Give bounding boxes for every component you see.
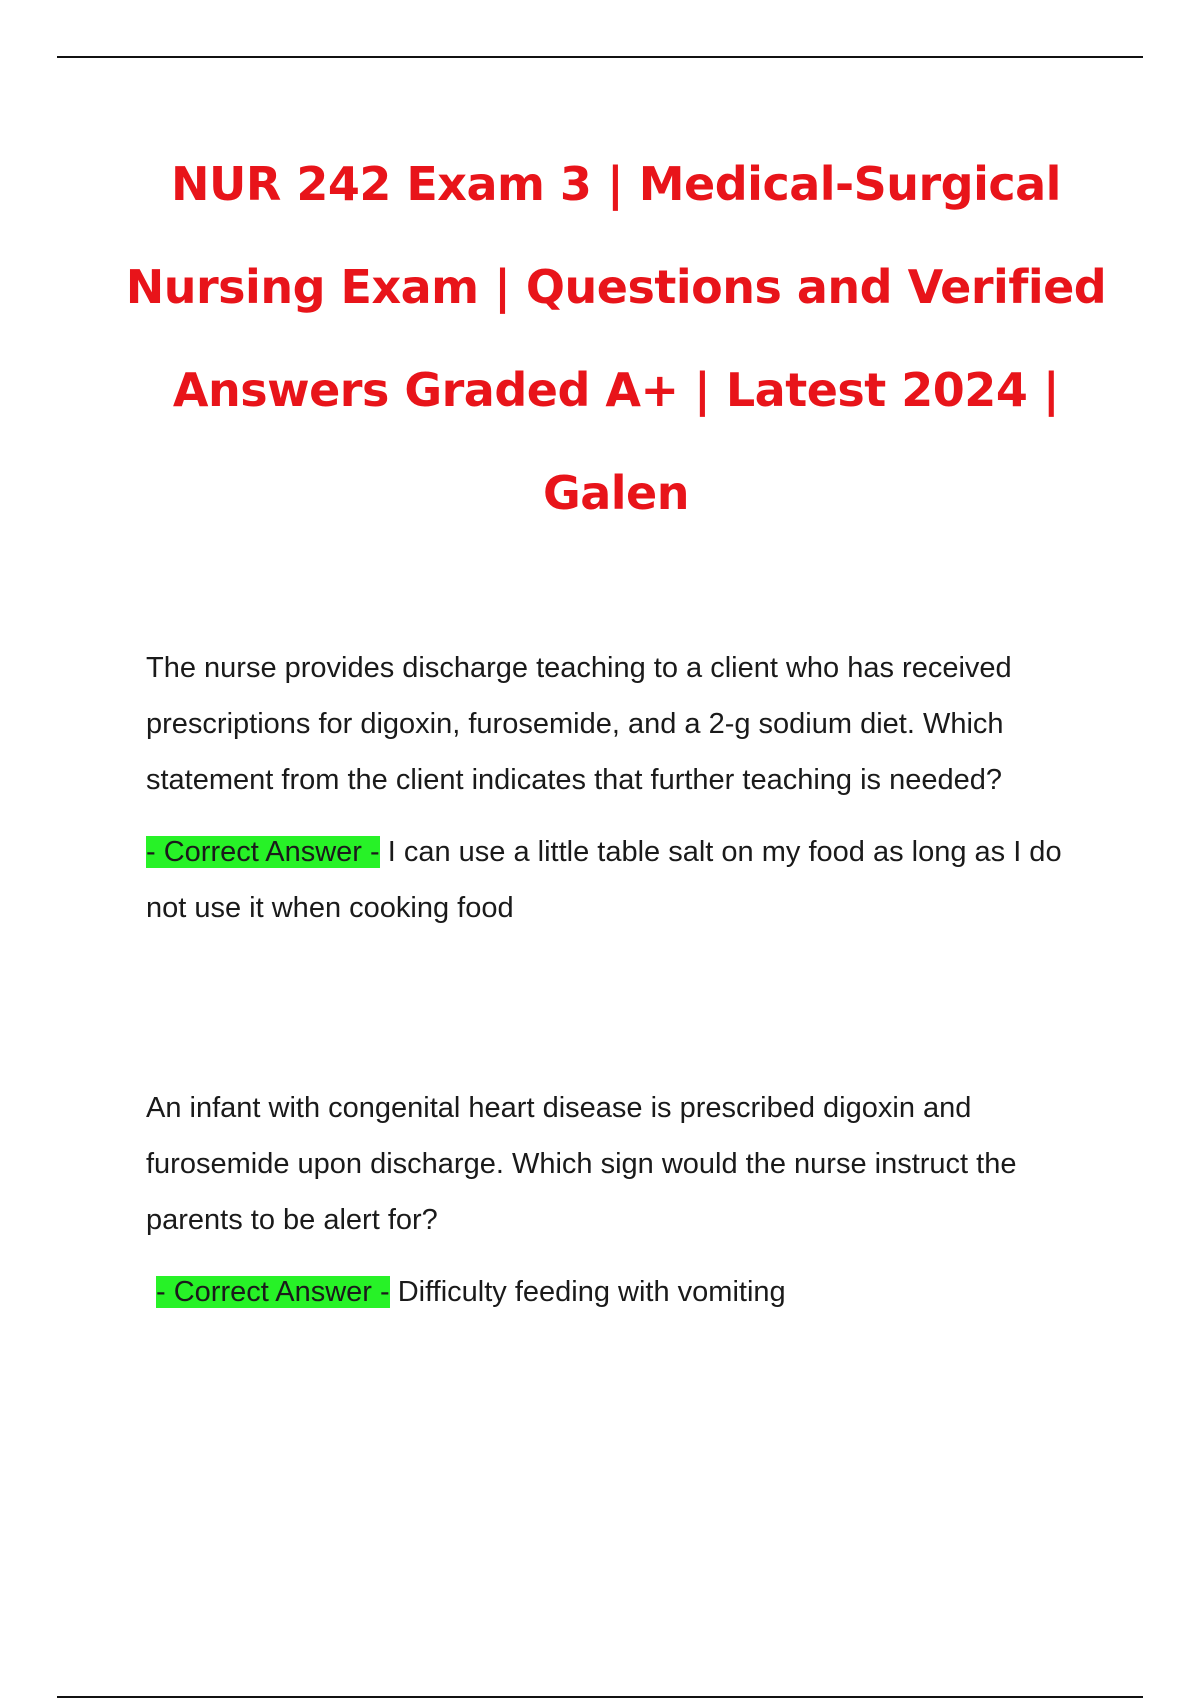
correct-answer-marker: - Correct Answer - <box>156 1276 390 1308</box>
answer-line <box>146 1264 1076 1320</box>
top-rule <box>57 56 1143 58</box>
bottom-rule <box>57 1696 1143 1698</box>
title-line: Galen <box>542 466 689 520</box>
answer-line <box>146 824 1076 936</box>
question-block <box>146 640 1076 936</box>
answer-text: Difficulty feeding with vomiting <box>389 1276 786 1308</box>
title-line: Answers Graded A+ | Latest 2024 | <box>172 363 1060 417</box>
question-text: An infant with congenital heart disease is prescribed digoxin and furosemide upon discharge. Which sign would the nurse instruct the parents to be alert for? <box>146 1092 1017 1236</box>
answer-text: I can use a little table salt on my food as long as I do not use it when cooking food <box>146 836 1062 924</box>
question-text: The nurse provides discharge teaching to a client who has received prescriptions for digoxin, furosemide, and a 2-g sodium diet. Which statement from the client indicates that further teaching is needed? <box>146 652 1012 796</box>
document-title <box>110 133 1122 545</box>
question-block <box>146 1080 1076 1320</box>
correct-answer-marker: - Correct Answer - <box>146 836 380 868</box>
title-line: NUR 242 Exam 3 | Medical-Surgical <box>171 157 1061 211</box>
title-line: Nursing Exam | Questions and Verified <box>125 260 1107 314</box>
